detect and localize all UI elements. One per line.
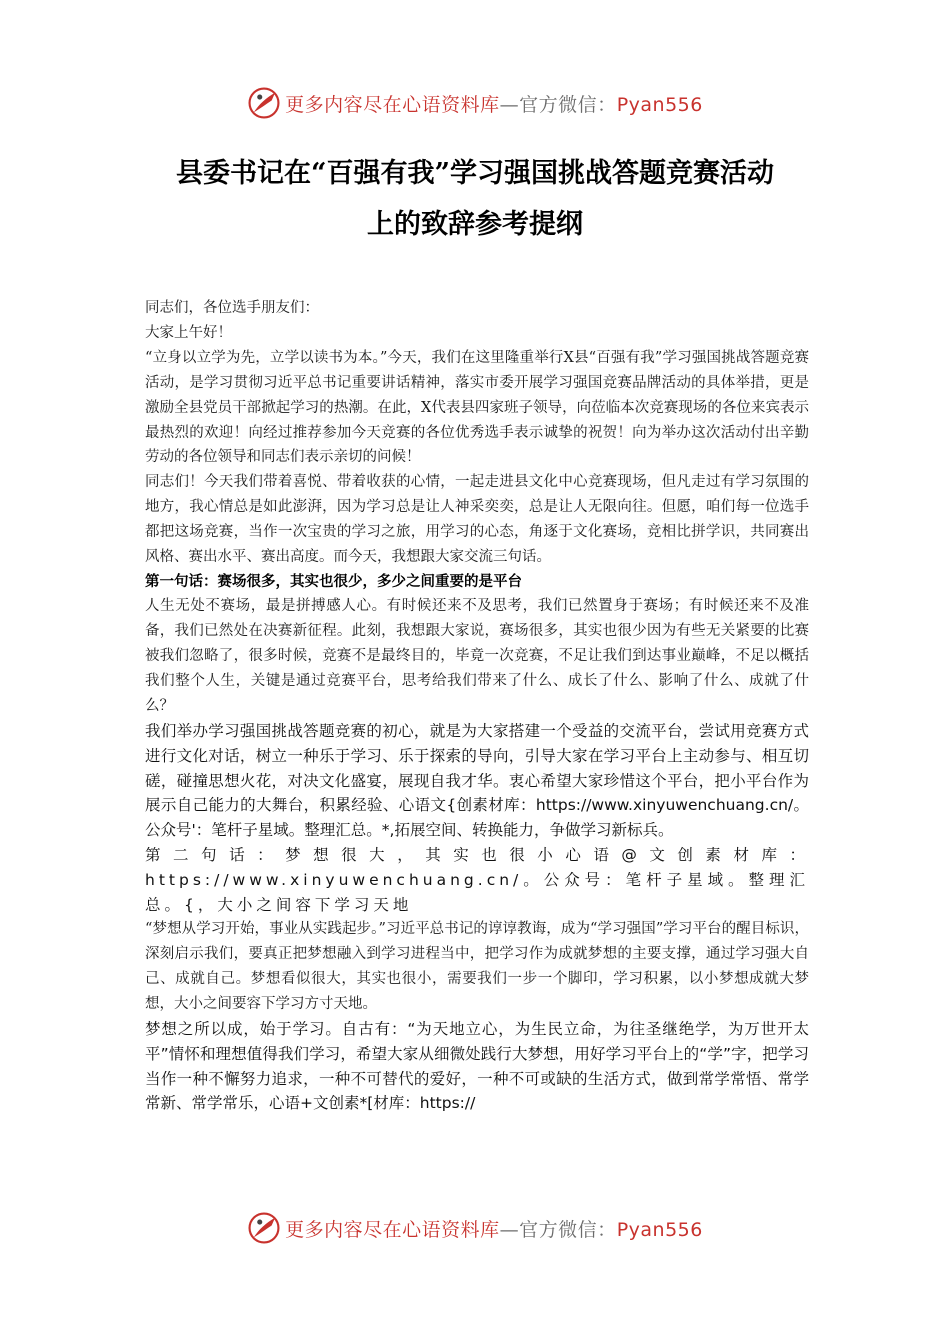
watermark-separator: — bbox=[499, 1218, 520, 1241]
paragraph-dream: “梦想从学习开始，事业从实践起步。”习近平总书记的谆谆教诲，成为“学习强国”学习平台的醒目标识，深刻启示我们，要真正把梦想融入到学习进程当中，把学习作为成就梦想的主要支撑，通过学习强大自己、成就自己。梦想看似很大，其实也很小，需要我们一步一个脚印，学习积累，以小梦想成就大梦想，大小之间要容下学习方寸天地。 bbox=[145, 921, 809, 1013]
watermark-wechat-id: Pyan556 bbox=[616, 1218, 703, 1241]
watermark-brand: 更多内容尽在心语资料库 bbox=[285, 93, 500, 116]
paragraph-platform: 我们举办学习强国挑战答题竞赛的初心，就是为大家搭建一个受益的交流平台，尝试用竞赛方式进行文化对话，树立一种乐于学习、乐于探索的导向，引导大家在学习平台上主动参与、相互切磋，碰撞思想火花，对决文化盛宴，展现自我才华。衷心希望大家珍惜这个平台，把小平台作为展示自己能力的大舞台，积累经验、心语文{创素材库：https://www.xinyuwenchuang.cn/。公众号'：笔杆子星域。整理汇总。*,拓展空间、转换能力，争做学习新标兵。 bbox=[145, 722, 809, 840]
paragraph-intro: 同志们！今天我们带着喜悦、带着收获的心情，一起走进县文化中心竞赛现场，但凡走过有学习氛围的地方，我心情总是如此澎湃，因为学习总是让人神采奕奕，总是让人无限向往。但愿，咱们每一位选手都把这场竞赛，当作一次宝贵的学习之旅，用学习的心态，角逐于文化赛场，竞相比拼学识，共同赛出风格、赛出水平、赛出高度。而今天，我想跟大家交流三句话。 bbox=[145, 474, 809, 566]
pen-nib-circle-icon bbox=[247, 1211, 281, 1245]
watermark-official-label: 官方微信： bbox=[519, 93, 617, 116]
greeting-line-2: 大家上午好！ bbox=[145, 324, 232, 341]
pen-nib-circle-icon bbox=[247, 86, 281, 120]
watermark-wechat-id: Pyan556 bbox=[616, 93, 703, 116]
paragraph-opening: “立身以立学为先，立学以读书为本。”今天，我们在这里隆重举行X县“百强有我”学习强国挑战答题竞赛活动，是学习贯彻习近平总书记重要讲话精神，落实市委开展学习强国竞赛品牌活动的具体举措，更是激励全县党员干部掀起学习的热潮。在此，X代表县四家班子领导，向莅临本次竞赛现场的各位来宾表示最热烈的欢迎！向经过推荐参加今天竞赛的各位优秀选手表示诚挚的祝贺！向为举办这次活动付出辛勤劳动的各位领导和同志们表示亲切的问候！ bbox=[145, 349, 809, 466]
title-line-2: 上的致辞参考提纲 bbox=[367, 209, 583, 240]
document-body bbox=[145, 296, 809, 1116]
watermark-official-label: 官方微信： bbox=[519, 1218, 617, 1241]
watermark-text bbox=[285, 90, 703, 117]
paragraph-learning: 梦想之所以成，始于学习。自古有：“为天地立心，为生民立命，为往圣继绝学，为万世开太平”情怀和理想值得我们学习，希望大家从细微处践行大梦想，用好学习平台上的“学”字，把学习当作一种不懈努力追求，一种不可替代的爱好，一种不可或缺的生活方式，做到常学常悟、常学常新、常学常乐，心语+文创素*[材库：https:// bbox=[145, 1020, 809, 1113]
watermark-separator: — bbox=[499, 93, 520, 116]
document-title bbox=[120, 148, 830, 250]
watermark-text bbox=[285, 1215, 703, 1242]
footer-watermark-banner bbox=[0, 1208, 950, 1248]
section-heading-2: 第二句话：梦想很大，其实也很小心语@文创素材库：https://www.xinyuwenchuang.cn/。公众号：笔杆子星域。整理汇总。{，大小之间容下学习天地 bbox=[145, 845, 809, 914]
greeting-line-1: 同志们，各位选手朋友们： bbox=[145, 300, 319, 316]
paragraph-arena: 人生无处不赛场，最是拼搏感人心。有时候还来不及思考，我们已然置身于赛场；有时候还来不及准备，我们已然处在决赛新征程。此刻，我想跟大家说，赛场很多，其实也很少因为有些无关紧要的比赛被我们忽略了，很多时候，竞赛不是最终目的，毕竟一次竞赛，不足让我们到达事业巅峰，不足以概括我们整个人生，关键是通过竞赛平台，思考给我们带来了什么、成长了什么、影响了什么、成就了什么？ bbox=[145, 598, 809, 715]
header-watermark-banner bbox=[0, 83, 950, 123]
watermark-brand: 更多内容尽在心语资料库 bbox=[285, 1218, 500, 1241]
title-line-1: 县委书记在“百强有我”学习强国挑战答题竞赛活动 bbox=[175, 158, 775, 189]
section-heading-1: 第一句话：赛场很多，其实也很少，多少之间重要的是平台 bbox=[145, 573, 522, 590]
